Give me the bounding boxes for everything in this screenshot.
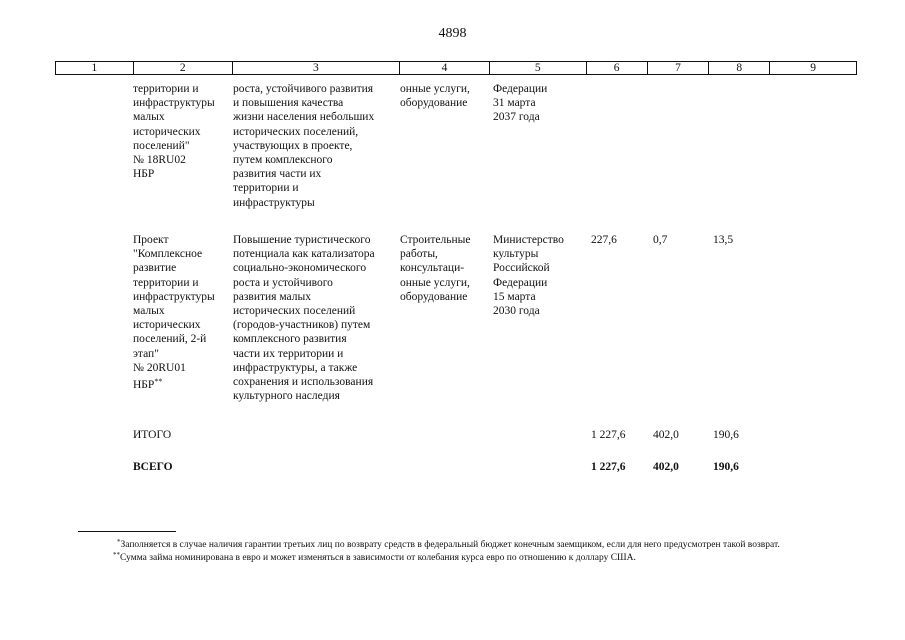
row1-col3-goal: роста, устойчивого развития и повышения качества жизни населения небольших исторических поселений, участвующих в проекте, путем комплексного развития части их территории и инфраструктуры [233, 83, 375, 209]
vsego-col7: 402,0 [653, 461, 679, 473]
header-col-6: 6 [587, 62, 648, 74]
row2-col2-project [133, 233, 231, 392]
header-col-4: 4 [400, 62, 490, 74]
row2-col4-components: Строительные работы, консультаци- онные услуги, оборудование [400, 234, 471, 303]
row2-col6-amount: 227,6 [591, 234, 617, 246]
row2-col7-amount: 0,7 [653, 234, 668, 246]
header-col-2: 2 [134, 62, 233, 74]
row2-col2-nbr: НБР [133, 379, 155, 392]
footnote-ref-2: ** [154, 377, 163, 387]
row2-col3-goal: Повышение туристического потенциала как катализатора социально-экономического роста и устойчивого развития малых исторических поселений (городов-участников) путем комплексного развития части их территории и инфраструктуры, а также сохранения и использования культурного наследия [233, 234, 375, 403]
footnote-separator [78, 531, 176, 532]
row2-col8-amount: 13,5 [713, 234, 734, 246]
header-col-5: 5 [490, 62, 587, 74]
row1-col4-components: онные услуги, оборудование [400, 83, 470, 110]
itogo-col7: 402,0 [653, 429, 679, 441]
header-col-3: 3 [233, 62, 401, 74]
footnote-1-text: Заполняется в случае наличия гарантии третьих лиц по возврату средств в федеральный бюджет конечным заемщиком, если для него предусмотрен такой возврат. [120, 540, 780, 550]
header-col-8: 8 [709, 62, 770, 74]
itogo-label: ИТОГО [133, 429, 172, 441]
itogo-col8: 190,6 [713, 429, 739, 441]
itogo-col6: 1 227,6 [591, 429, 626, 441]
footnote-2-text: Сумма займа номинирована в евро и может изменяться в зависимости от колебания курса евро по отношению к доллару США. [120, 553, 636, 563]
footnote-2 [113, 549, 636, 564]
row1-col2-project: территории и инфраструктуры малых исторических поселений" № 18RU02 НБР [133, 83, 215, 181]
vsego-col6: 1 227,6 [591, 461, 626, 473]
vsego-col8: 190,6 [713, 461, 739, 473]
header-col-9: 9 [810, 62, 816, 74]
page-number: 4898 [438, 26, 467, 41]
row2-col2-text: Проект "Комплексное развитие территории и инфраструктуры малых исторических поселений, 2-й этап" № 20RU01 [133, 234, 215, 374]
vsego-label: ВСЕГО [133, 461, 173, 473]
row1-col5-executor: Федерации 31 марта 2037 года [493, 83, 548, 124]
table-header-row [55, 61, 857, 75]
footnote-1-mark: * [117, 538, 121, 546]
footnote-2-mark: ** [113, 551, 120, 559]
header-col-7: 7 [648, 62, 710, 74]
row2-col5-executor: Министерство культуры Российской Федерации 15 марта 2030 года [493, 234, 564, 318]
row2-col2-last-line [133, 375, 231, 392]
header-col-1: 1 [56, 62, 134, 74]
